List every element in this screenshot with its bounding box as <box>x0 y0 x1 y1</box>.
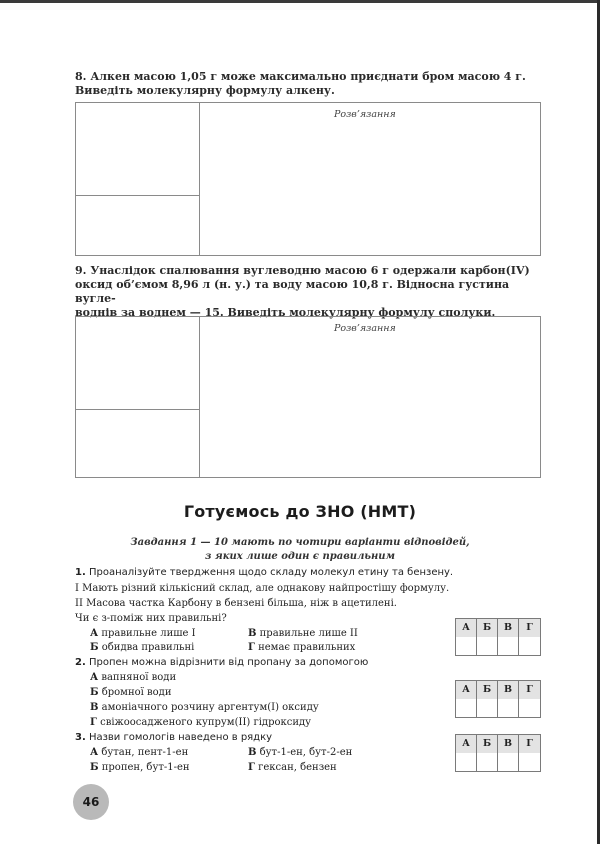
task-9-line-2: оксид об’ємом 8,96 л (н. у.) та воду масою 10,8 г. Відносна густина вугле- <box>75 278 510 305</box>
q1-answer-header-v: В <box>498 619 519 637</box>
task-9-left-column <box>76 317 200 477</box>
q1-text: Проаналізуйте твердження щодо складу молекул етину та бензену. <box>88 567 454 578</box>
q1-option-b[interactable] <box>90 641 194 654</box>
section-title: Готуємось до ЗНО (НМТ) <box>183 502 417 521</box>
q1-option-v-letter: В <box>248 628 257 639</box>
q3-answer-grid[interactable] <box>455 734 541 772</box>
task-9-solution-label: Розв’язання <box>334 323 396 334</box>
q2-option-b[interactable] <box>90 686 172 699</box>
q1-option-g-text: немає правильних <box>258 642 356 653</box>
q1-answer-cell-b[interactable] <box>477 637 498 655</box>
q2-answer-cell-g[interactable] <box>519 699 540 717</box>
q2-option-g-text: свіжоосадженого купрум(II) гідроксиду <box>100 717 312 728</box>
task-8-answer-box[interactable] <box>75 102 541 256</box>
task-8 <box>75 70 545 98</box>
task-9-text-1: Унаслідок спалювання вуглеводню масою 6 г одержали карбон(IV) <box>90 264 530 277</box>
task-9-line-1 <box>75 264 545 278</box>
q3-text: Назви гомологів наведено в рядку <box>88 732 273 743</box>
task-8-left-column <box>76 103 200 255</box>
q1-number: 1. <box>75 567 86 578</box>
q1-answer-cell-g[interactable] <box>519 637 540 655</box>
page-number-badge <box>73 784 109 820</box>
q2-answer-header-a: А <box>456 681 477 699</box>
task-8-left-split <box>76 195 199 196</box>
q3-option-v-text: бут-1-ен, бут-2-ен <box>259 747 353 758</box>
q3-answer-cell-b[interactable] <box>477 753 498 771</box>
q2-option-v-text: амоніачного розчину аргентум(I) оксиду <box>101 702 319 713</box>
q3-answer-cell-a[interactable] <box>456 753 477 771</box>
instruction-line-1: Завдання 1 — 10 мають по чотири варіанти відповідей, <box>130 537 470 548</box>
page-top-edge <box>0 0 600 3</box>
task-9-answer-box[interactable] <box>75 316 541 478</box>
q3-option-b[interactable] <box>90 761 190 774</box>
task-9-line-3: воднів за воднем — 15. Виведіть молекулярну формулу сполуки. <box>75 306 496 319</box>
q1-statement-1: I Мають різний кількісний склад, але однакову найпростішу формулу. <box>75 583 450 594</box>
q1-option-a-text: правильне лише I <box>101 628 196 639</box>
q3-option-g[interactable] <box>248 761 337 774</box>
q2-option-b-letter: Б <box>90 687 99 698</box>
q1-answer-cell-a[interactable] <box>456 637 477 655</box>
q3-prompt <box>75 731 272 744</box>
q3-option-v[interactable] <box>248 746 352 759</box>
task-8-line-1 <box>75 70 545 84</box>
q1-option-a[interactable] <box>90 627 196 640</box>
q2-option-a[interactable] <box>90 671 176 684</box>
q3-answer-cell-v[interactable] <box>498 753 519 771</box>
q1-answer-header-a: А <box>456 619 477 637</box>
q2-answer-grid[interactable] <box>455 680 541 718</box>
q2-option-a-letter: А <box>90 672 99 683</box>
q1-answer-header-g: Г <box>519 619 540 637</box>
q3-option-b-letter: Б <box>90 762 99 773</box>
q2-option-g[interactable] <box>90 716 311 729</box>
q3-answer-header-g: Г <box>519 735 540 753</box>
page-number: 46 <box>82 795 100 809</box>
q1-answer-header-b: Б <box>477 619 498 637</box>
q3-answer-header-b: Б <box>477 735 498 753</box>
q2-number: 2. <box>75 657 86 668</box>
instruction-line-2: з яких лише один є правильним <box>204 551 396 562</box>
q2-text: Пропен можна відрізнити від пропану за допомогою <box>88 657 369 668</box>
q3-option-g-text: гексан, бензен <box>258 762 337 773</box>
q1-option-a-letter: А <box>90 628 99 639</box>
q2-option-g-letter: Г <box>90 717 97 728</box>
task-8-solution-label: Розв’язання <box>334 109 396 120</box>
q1-option-v[interactable] <box>248 627 358 640</box>
q2-answer-cell-v[interactable] <box>498 699 519 717</box>
q3-option-a-text: бутан, пент-1-ен <box>101 747 189 758</box>
q3-option-a[interactable] <box>90 746 188 759</box>
q1-answer-grid[interactable] <box>455 618 541 656</box>
q3-option-v-letter: В <box>248 747 257 758</box>
q1-option-g-letter: Г <box>248 642 255 653</box>
q3-option-g-letter: Г <box>248 762 255 773</box>
q2-answer-cell-b[interactable] <box>477 699 498 717</box>
q2-answer-header-g: Г <box>519 681 540 699</box>
q1-statement-2: II Масова частка Карбону в бензені більша, ніж в ацетилені. <box>75 598 397 609</box>
q2-option-b-text: бромної води <box>101 687 172 698</box>
q2-option-a-text: вапняної води <box>101 672 177 683</box>
q3-number: 3. <box>75 732 86 743</box>
q1-option-g[interactable] <box>248 641 355 654</box>
q1-answer-cell-v[interactable] <box>498 637 519 655</box>
q1-question: Чи є з-поміж них правильні? <box>75 613 227 624</box>
q2-prompt <box>75 656 368 669</box>
task-9-number: 9. <box>75 264 87 277</box>
task-8-number: 8. <box>75 70 87 83</box>
q3-answer-header-a: А <box>456 735 477 753</box>
q2-answer-cell-a[interactable] <box>456 699 477 717</box>
q1-option-b-text: обидва правильні <box>101 642 195 653</box>
q3-answer-cell-g[interactable] <box>519 753 540 771</box>
q1-option-b-letter: Б <box>90 642 99 653</box>
q3-option-b-text: пропен, бут-1-ен <box>101 762 190 773</box>
q1-prompt <box>75 566 453 579</box>
task-9-left-split <box>76 409 199 410</box>
q2-option-v[interactable] <box>90 701 319 714</box>
task-8-line-2: Виведіть молекулярну формулу алкену. <box>75 84 335 97</box>
task-9 <box>75 264 545 320</box>
q2-answer-header-v: В <box>498 681 519 699</box>
q3-answer-header-v: В <box>498 735 519 753</box>
q2-option-v-letter: В <box>90 702 99 713</box>
q1-option-v-text: правильне лише II <box>259 628 358 639</box>
q2-answer-header-b: Б <box>477 681 498 699</box>
q3-option-a-letter: А <box>90 747 99 758</box>
task-8-text-1: Алкен масою 1,05 г може максимально приєднати бром масою 4 г. <box>90 70 526 83</box>
